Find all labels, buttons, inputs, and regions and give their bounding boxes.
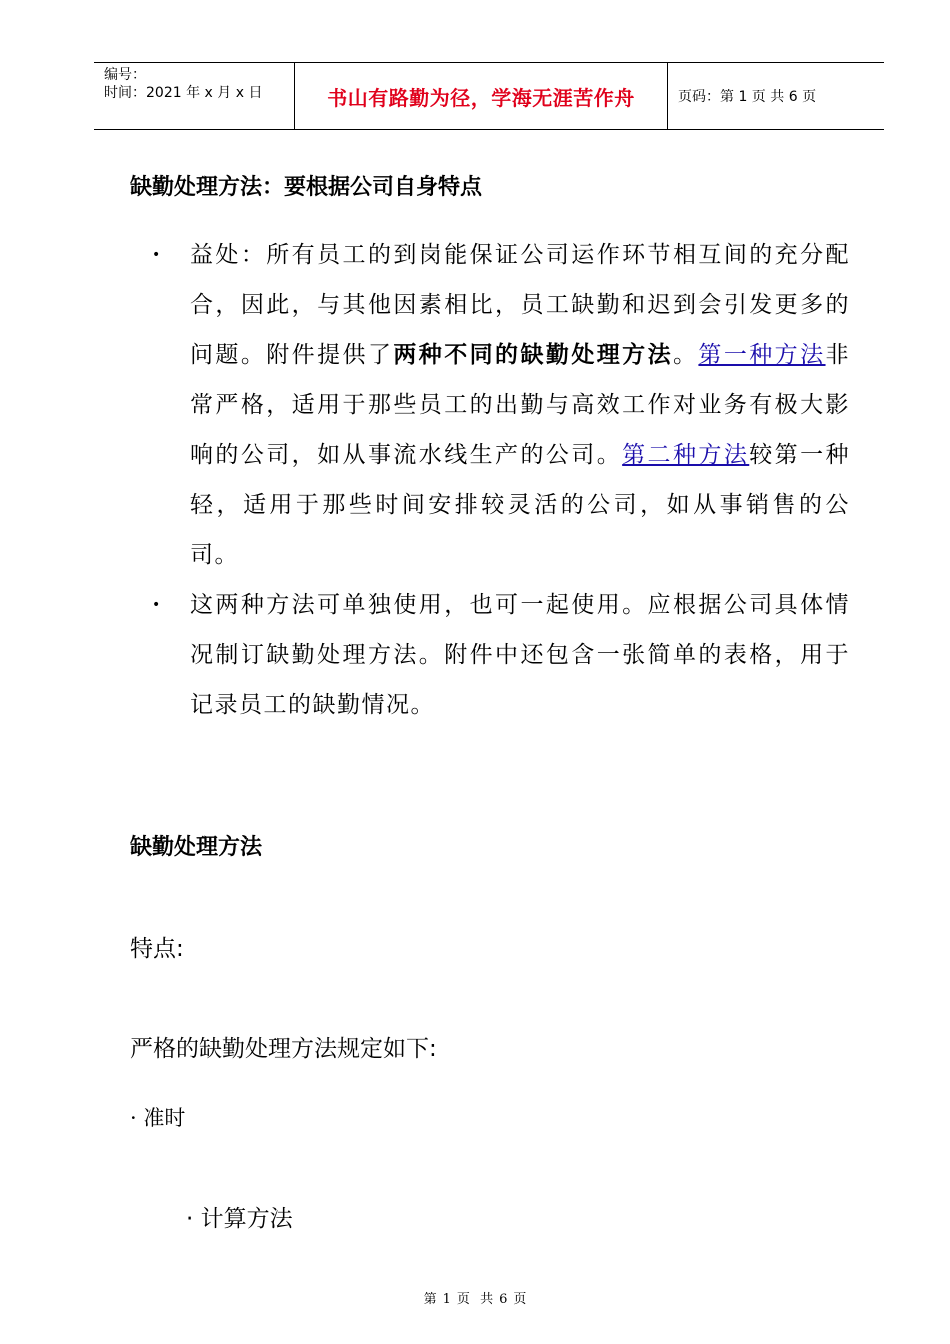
section1-heading: 缺勤处理方法：要根据公司自身特点: [130, 175, 483, 200]
footer-total-pages: 6: [499, 1292, 508, 1307]
features-label: 特点:: [130, 936, 184, 962]
list-item: [150, 580, 850, 730]
ontime-item: · 准时: [130, 1106, 186, 1130]
bullet1-text: [190, 230, 850, 580]
calc-item: · 计算方法: [186, 1206, 293, 1232]
footer-ye2: 页: [513, 1292, 527, 1307]
footer-gong: 共: [480, 1292, 494, 1307]
page-footer: [0, 1288, 950, 1307]
header-table: [94, 62, 884, 130]
bullet-dot-icon: •: [152, 597, 161, 613]
bullet2-text: 这两种方法可单独使用，也可一起使用。应根据公司具体情况制订缺勤处理方法。附件中还包含一张简单的表格，用于记录员工的缺勤情况。: [190, 592, 850, 718]
rules-label: 严格的缺勤处理方法规定如下:: [130, 1036, 437, 1062]
bullet-dot-icon: •: [152, 247, 161, 263]
bullet1-part1: 益处：所有员工的到岗能保证公司运作环节相互间的充分配合，因此，与其他因素相比，员工缺勤和迟到会引发更多的问题。附件提供了: [190, 242, 850, 368]
header-meta: [94, 63, 295, 129]
footer-ye: 页: [456, 1292, 470, 1307]
serial-label: 编号：: [104, 67, 146, 83]
bullet1-bold: 两种不同的缺勤处理方法: [393, 342, 673, 368]
bullet1-part3: 非常严格，适用于那些员工的出勤与高效工作对业务有极大影响的公司，如从事流水线生产的公司。: [190, 342, 851, 468]
header-page-info: 页码：第 1 页 共 6 页: [678, 89, 817, 105]
bullet-list: [150, 230, 850, 730]
section2-heading: 缺勤处理方法: [130, 835, 263, 860]
method2-link[interactable]: 第二种方法: [622, 442, 750, 468]
list-item: [150, 230, 850, 580]
header-motto-cell: [295, 63, 668, 129]
method1-link[interactable]: 第一种方法: [698, 342, 826, 368]
header-motto: 书山有路勤为径，学海无涯苦作舟: [327, 85, 635, 110]
time-label: 时间：2021 年 x 月 x 日: [104, 85, 263, 101]
bullet1-part2: 。: [673, 342, 699, 368]
bullet1-part4: 较第一种轻，适用于那些时间安排较灵活的公司，如从事销售的公司。: [190, 442, 851, 568]
footer-page-number: 1: [442, 1292, 451, 1307]
footer-di: 第: [423, 1292, 437, 1307]
